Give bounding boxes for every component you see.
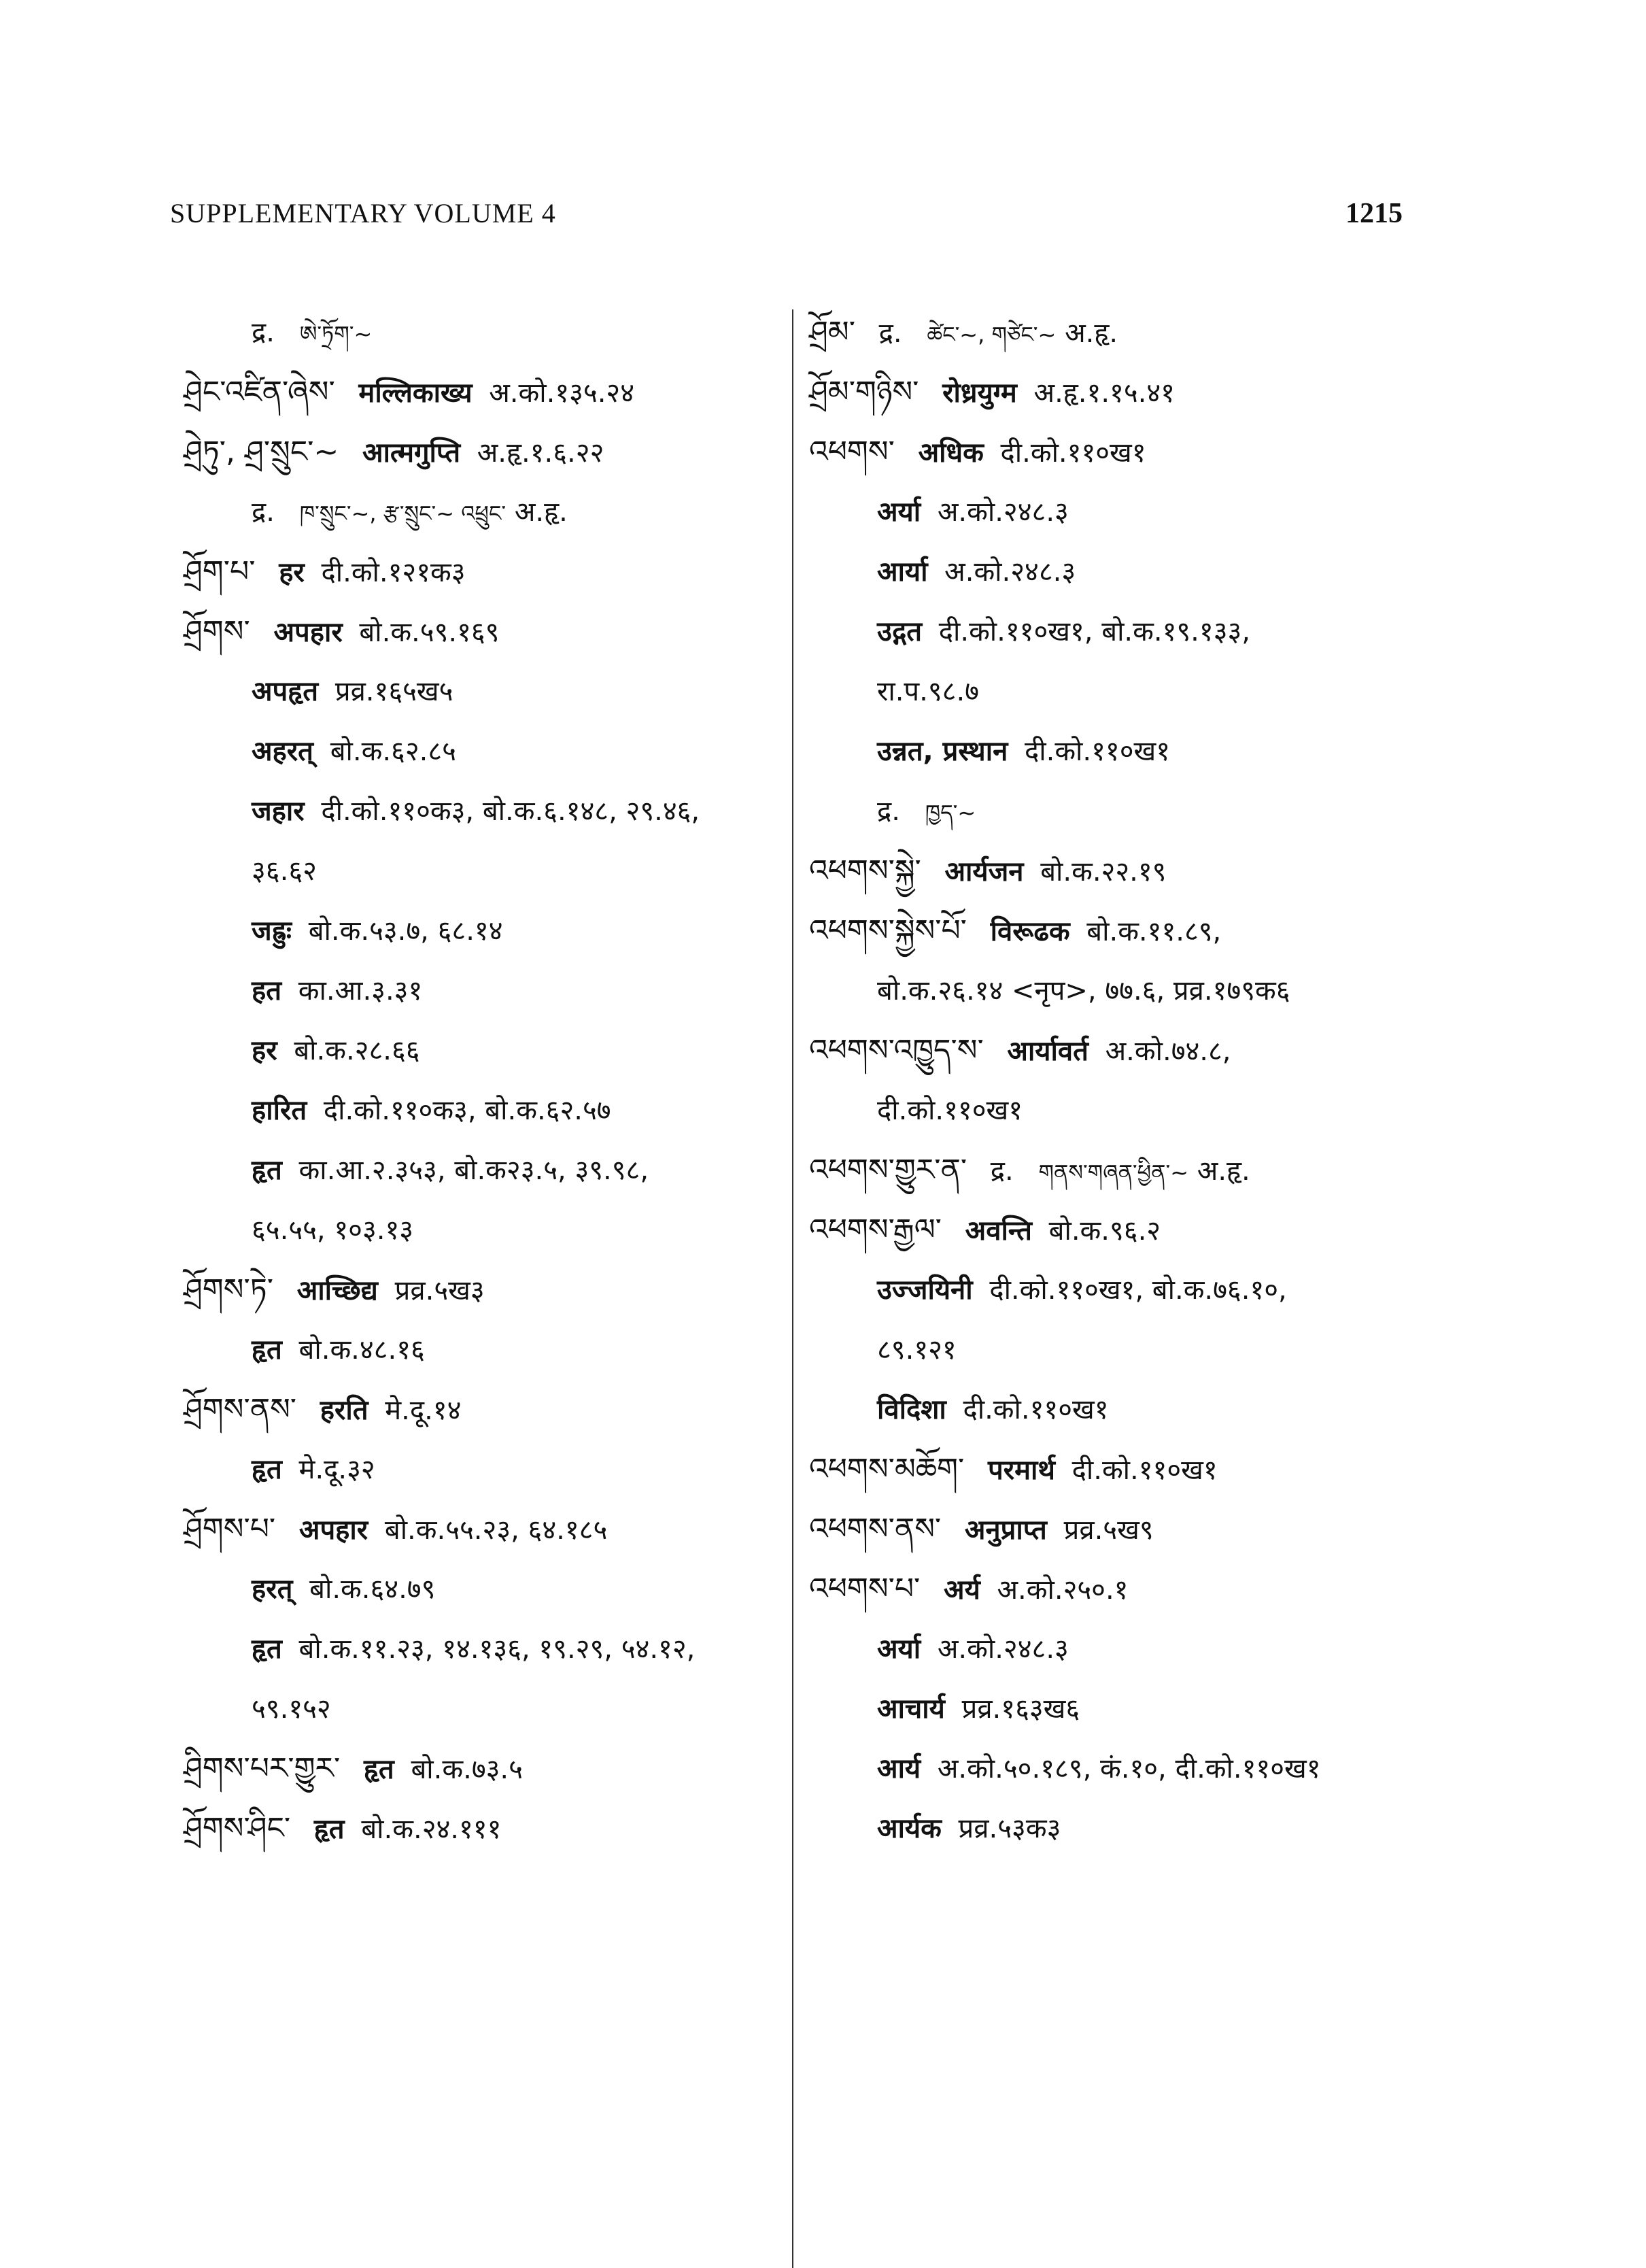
sanskrit-term: हरत् bbox=[252, 1574, 293, 1605]
sanskrit-term: अपहार bbox=[273, 617, 343, 648]
source-reference: का.आ.२.३५३, बो.क२३.५, ३९.९८, bbox=[298, 1155, 649, 1186]
source-reference: प्रव्र.५ख९ bbox=[1063, 1514, 1154, 1546]
dictionary-subentry bbox=[809, 482, 1421, 542]
dictionary-entry bbox=[184, 542, 782, 602]
sanskrit-term: आत्मगुप्ति bbox=[362, 437, 461, 469]
tibetan-headword: ཤྲོག་པ་ bbox=[184, 554, 256, 589]
sanskrit-term: जहार bbox=[252, 796, 305, 827]
source-reference: बो.क.५३.७, ६८.१४ bbox=[308, 915, 503, 947]
dictionary-subentry bbox=[184, 1021, 782, 1081]
dictionary-subentry bbox=[809, 1679, 1421, 1739]
sanskrit-term: हृत bbox=[252, 1634, 282, 1665]
source-reference: बो.क.२६.१४ <नृप>, ७७.६, प्रव्र.१७९क६ bbox=[877, 975, 1290, 1006]
sanskrit-term: अपहार bbox=[298, 1514, 368, 1546]
sanskrit-term: उद्गत bbox=[877, 616, 923, 647]
dictionary-entry bbox=[809, 1200, 1421, 1260]
dictionary-entry bbox=[809, 303, 1421, 362]
dictionary-subentry bbox=[809, 1619, 1421, 1679]
sanskrit-term: जह्रुः bbox=[252, 915, 292, 947]
sanskrit-term: अर्या bbox=[877, 1634, 921, 1665]
sanskrit-term: अर्य bbox=[944, 1574, 980, 1606]
source-reference: दी.को.११०ख१ bbox=[1000, 437, 1146, 469]
dictionary-entry bbox=[809, 901, 1421, 961]
sanskrit-term: परमार्थ bbox=[988, 1455, 1055, 1486]
dictionary-subentry bbox=[184, 662, 782, 722]
source-reference: ८९.१२१ bbox=[877, 1334, 957, 1366]
tibetan-crossref: གནས་གཞན་ཕྱིན་~ bbox=[1038, 1160, 1189, 1185]
see-also-marker: द्र. bbox=[252, 317, 275, 348]
source-reference: मे.दू.१४ bbox=[385, 1395, 462, 1426]
dictionary-subentry bbox=[809, 1260, 1421, 1320]
sanskrit-term: अधिक bbox=[918, 437, 984, 469]
dictionary-entry bbox=[184, 602, 782, 662]
sanskrit-term: आच्छिद्य bbox=[296, 1275, 378, 1306]
source-reference: दी.को.११०ख१ bbox=[1025, 736, 1171, 767]
sanskrit-term: हर bbox=[279, 557, 305, 588]
tibetan-headword: ཤྲོགས་པ་ bbox=[184, 1512, 276, 1546]
tibetan-headword: འཕགས་འཁྱུད་ས་ bbox=[809, 1033, 984, 1068]
tibetan-headword: འཕགས་མཆོག་ bbox=[809, 1452, 965, 1487]
dictionary-entry bbox=[184, 1799, 782, 1859]
dictionary-subentry bbox=[184, 1140, 782, 1200]
sanskrit-term: आर्यजन bbox=[944, 856, 1024, 887]
page-header bbox=[170, 197, 1403, 238]
sanskrit-term: हर bbox=[252, 1035, 277, 1066]
dictionary-entry bbox=[184, 1500, 782, 1559]
dictionary-subentry bbox=[184, 961, 782, 1021]
source-reference: अ.को.२४८.३ bbox=[937, 1634, 1069, 1665]
dictionary-subentry bbox=[184, 901, 782, 961]
dictionary-entry bbox=[809, 1500, 1421, 1559]
dictionary-subentry bbox=[184, 1679, 782, 1739]
sanskrit-term: मल्लिकाख्य bbox=[358, 377, 473, 409]
sanskrit-term: हरति bbox=[320, 1395, 368, 1426]
sanskrit-term: हारित bbox=[252, 1095, 307, 1126]
dictionary-subentry bbox=[809, 1081, 1421, 1140]
dictionary-subentry bbox=[184, 841, 782, 901]
source-reference: प्रव्र.५ख३ bbox=[394, 1275, 485, 1306]
source-reference: बो.क.६४.७९ bbox=[309, 1574, 436, 1605]
source-reference: रा.प.९८.७ bbox=[877, 676, 979, 707]
dictionary-subentry bbox=[809, 1739, 1421, 1799]
tibetan-headword: ཤྲོགས་ནས་ bbox=[184, 1392, 297, 1427]
source-reference: बो.क.११.८९, bbox=[1086, 916, 1222, 947]
dictionary-subentry bbox=[809, 602, 1421, 662]
dictionary-subentry bbox=[809, 1320, 1421, 1380]
tibetan-headword: ཤྲེཏུ་, ཤྲ་སྲུང་~ bbox=[184, 435, 339, 469]
tibetan-headword: འཕགས་པ་ bbox=[809, 1572, 921, 1606]
sanskrit-term: आर्यावर्त bbox=[1007, 1036, 1088, 1067]
see-also-marker: द्र. bbox=[877, 796, 900, 827]
source-reference: प्रव्र.५३क३ bbox=[958, 1813, 1061, 1844]
source-reference: बो.क.११.२३, १४.१३६, १९.२९, ५४.१२, bbox=[298, 1634, 696, 1665]
right-column bbox=[809, 303, 1421, 1859]
source-reference: ५९.१५२ bbox=[252, 1693, 331, 1725]
source-reference: अ.को.२४८.३ bbox=[937, 496, 1069, 528]
dictionary-subentry bbox=[184, 1559, 782, 1619]
sanskrit-term: हृत bbox=[363, 1754, 394, 1785]
source-reference: ६५.५५, १०३.१३ bbox=[252, 1215, 414, 1246]
sanskrit-term: आर्य bbox=[877, 1753, 921, 1784]
dictionary-subentry bbox=[184, 781, 782, 841]
dictionary-subentry bbox=[809, 662, 1421, 722]
source-reference: अ.को.७४.८, bbox=[1105, 1036, 1231, 1067]
see-also-marker: द्र. bbox=[878, 318, 902, 349]
tibetan-headword: ཤྲོམ་གཉིས་ bbox=[809, 375, 919, 409]
tibetan-headword: ཤྲེང་འཛིན་ཞེས་ bbox=[184, 375, 335, 409]
tibetan-headword: འཕགས་སྐྱེ་ bbox=[809, 853, 921, 888]
source-reference: दी.को.११०ख१ bbox=[877, 1095, 1023, 1126]
see-also-marker: द्र. bbox=[990, 1155, 1014, 1187]
sanskrit-term: अपहृत bbox=[252, 676, 319, 707]
tibetan-headword: ཤྲོགས་ཏེ་ bbox=[184, 1272, 273, 1307]
dictionary-subentry bbox=[184, 1440, 782, 1500]
dictionary-entry bbox=[184, 1260, 782, 1320]
running-title: SUPPLEMENTARY VOLUME 4 bbox=[170, 198, 556, 229]
sanskrit-term: हृत bbox=[252, 1155, 282, 1186]
source-reference: बो.क.९६.२ bbox=[1048, 1215, 1161, 1247]
source-reference: अ.को.५०.१८९, कं.१०, दी.को.११०ख१ bbox=[937, 1753, 1321, 1784]
sanskrit-term: हृत bbox=[313, 1814, 345, 1845]
dictionary-entry bbox=[184, 1739, 782, 1799]
dictionary-subentry bbox=[184, 1320, 782, 1380]
tibetan-crossref: ཁ་སྲུང་~, རྩ་སྲུང་~ འཕྲུང་ bbox=[299, 501, 507, 526]
source-reference: अ.हृ. bbox=[1197, 1155, 1250, 1187]
source-reference: दी.को.११०ख१, बो.क.१९.१३३, bbox=[938, 616, 1251, 647]
dictionary-subentry bbox=[809, 722, 1421, 781]
dictionary-subentry bbox=[809, 1799, 1421, 1859]
source-reference: बो.क.५९.१६९ bbox=[359, 617, 500, 648]
dictionary-entry bbox=[809, 362, 1421, 422]
source-reference: दी.को.११०ख१ bbox=[963, 1394, 1109, 1425]
source-reference: अ.को.२४८.३ bbox=[944, 556, 1076, 588]
sanskrit-term: उज्जयिनी bbox=[877, 1274, 973, 1306]
dictionary-subentry bbox=[184, 303, 782, 362]
source-reference: अ.हृ.१.६.२२ bbox=[477, 437, 604, 469]
dictionary-subentry bbox=[809, 961, 1421, 1021]
source-reference: मे.दू.३२ bbox=[298, 1454, 375, 1485]
sanskrit-term: अर्या bbox=[877, 496, 921, 528]
dictionary-entry bbox=[184, 1380, 782, 1440]
tibetan-crossref: ཨེ་ཏྲོག་~ bbox=[299, 321, 373, 347]
source-reference: बो.क.२२.१९ bbox=[1040, 856, 1167, 887]
dictionary-entry bbox=[809, 841, 1421, 901]
tibetan-headword: འཕགས་ bbox=[809, 435, 895, 469]
dictionary-entry bbox=[809, 422, 1421, 482]
tibetan-headword: ཤྲོགས་ཤིང་ bbox=[184, 1811, 291, 1846]
dictionary-subentry bbox=[184, 1619, 782, 1679]
tibetan-headword: ཤྲིགས་པར་གྱུར་ bbox=[184, 1751, 341, 1786]
see-also-marker: द्र. bbox=[252, 496, 275, 528]
sanskrit-term: उन्नत, प्रस्थान bbox=[877, 736, 1008, 767]
source-reference: ३६.६२ bbox=[252, 856, 317, 887]
sanskrit-term: हत bbox=[252, 975, 282, 1006]
dictionary-entry bbox=[809, 1559, 1421, 1619]
sanskrit-term: आचार्य bbox=[877, 1693, 945, 1725]
sanskrit-term: विदिशा bbox=[877, 1394, 946, 1425]
tibetan-headword: ཤྲོགས་ bbox=[184, 614, 250, 649]
sanskrit-term: हृत bbox=[252, 1454, 282, 1485]
tibetan-headword: འཕགས་གྱུར་ན་ bbox=[809, 1153, 967, 1187]
source-reference: अ.हृ. bbox=[514, 496, 568, 528]
source-reference: बो.क.२४.१११ bbox=[361, 1814, 502, 1845]
source-reference: दी.को.११०क३, बो.क.६.१४८, २९.४६, bbox=[321, 796, 700, 827]
source-reference: प्रव्र.१६५ख५ bbox=[335, 676, 453, 707]
sanskrit-term: आर्या bbox=[877, 556, 928, 588]
dictionary-subentry bbox=[184, 1081, 782, 1140]
tibetan-crossref: ཁྱད་~ bbox=[925, 800, 976, 826]
dictionary-entry bbox=[809, 1140, 1421, 1200]
dictionary-subentry bbox=[184, 722, 782, 781]
sanskrit-term: अहरत् bbox=[252, 736, 313, 767]
dictionary-subentry bbox=[809, 542, 1421, 602]
source-reference: प्रव्र.१६३ख६ bbox=[961, 1693, 1080, 1725]
dictionary-entry bbox=[809, 1440, 1421, 1500]
sanskrit-term: अवन्ति bbox=[965, 1215, 1032, 1247]
tibetan-headword: ཤྲོམ་ bbox=[809, 315, 855, 350]
source-reference: बो.क.६२.८५ bbox=[330, 736, 456, 767]
dictionary-subentry bbox=[184, 482, 782, 542]
source-reference: अ.हृ.१.१५.४१ bbox=[1033, 377, 1175, 409]
source-reference: दी.को.११०ख१, बो.क.७६.१०, bbox=[989, 1274, 1287, 1306]
tibetan-headword: འཕགས་ནས་ bbox=[809, 1512, 942, 1546]
sanskrit-term: रोध्रयुग्म bbox=[942, 377, 1017, 409]
source-reference: अ.हृ. bbox=[1065, 318, 1118, 349]
sanskrit-term: हृत bbox=[252, 1334, 282, 1366]
source-reference: बो.क.७३.५ bbox=[411, 1754, 523, 1785]
dictionary-subentry bbox=[809, 1380, 1421, 1440]
source-reference: बो.क.५५.२३, ६४.१८५ bbox=[384, 1514, 608, 1546]
source-reference: दी.को.१२१क३ bbox=[321, 557, 466, 588]
dictionary-subentry bbox=[809, 781, 1421, 841]
dictionary-entry bbox=[809, 1021, 1421, 1081]
source-reference: अ.को.२५०.१ bbox=[997, 1574, 1129, 1606]
dictionary-subentry bbox=[184, 1200, 782, 1260]
page-number: 1215 bbox=[1345, 198, 1403, 229]
left-column bbox=[184, 303, 782, 1859]
tibetan-headword: འཕགས་རྒྱལ་ bbox=[809, 1213, 942, 1247]
dictionary-entry bbox=[184, 362, 782, 422]
sanskrit-term: अनुप्राप्त bbox=[964, 1514, 1047, 1546]
tibetan-crossref: ཚེང་~, གཙེང་~ bbox=[927, 322, 1057, 348]
source-reference: का.आ.३.३१ bbox=[298, 975, 423, 1006]
source-reference: दी.को.११०ख१ bbox=[1071, 1455, 1218, 1486]
source-reference: बो.क.२८.६६ bbox=[294, 1035, 420, 1066]
source-reference: दी.को.११०क३, बो.क.६२.५७ bbox=[323, 1095, 611, 1126]
sanskrit-term: विरूढक bbox=[990, 916, 1070, 947]
tibetan-headword: འཕགས་སྐྱེས་པོ་ bbox=[809, 913, 967, 948]
sanskrit-term: आर्यक bbox=[877, 1813, 942, 1844]
column-divider bbox=[792, 309, 793, 2268]
dictionary-entry bbox=[184, 422, 782, 482]
source-reference: बो.क.४८.१६ bbox=[298, 1334, 425, 1366]
source-reference: अ.को.१३५.२४ bbox=[489, 377, 635, 409]
